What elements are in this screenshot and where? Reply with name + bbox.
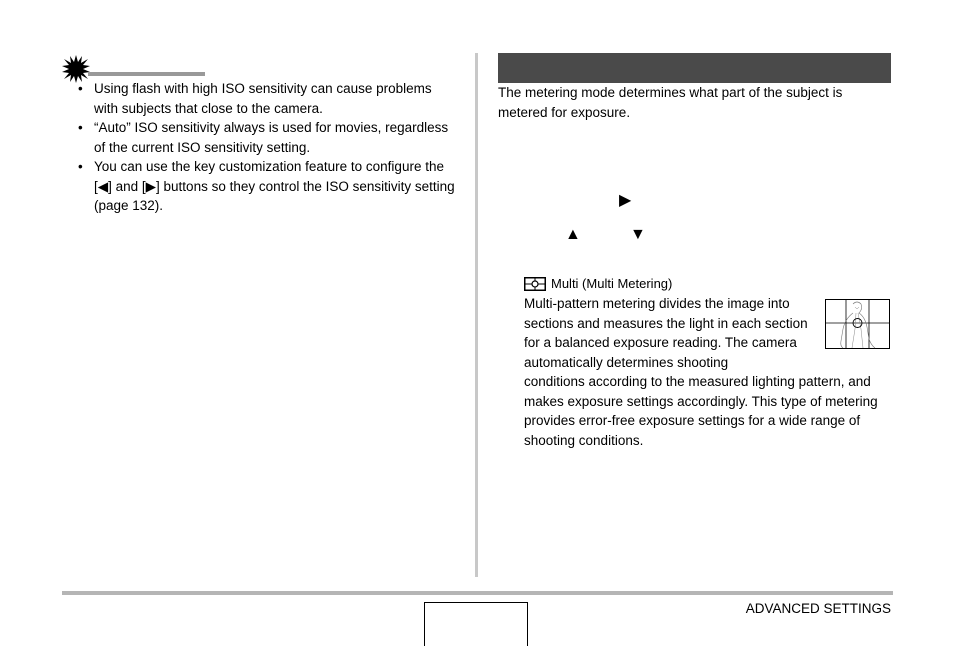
multi-metering-icon <box>524 277 546 291</box>
column-divider <box>475 53 478 577</box>
note-bullet-2: • “Auto” ISO sensitivity always is used for movies, regardless of the current ISO sensitivity setting. <box>78 118 458 157</box>
arrow-up-icon: ▲ <box>565 226 581 243</box>
arrow-right-icon: ▶ <box>619 192 632 209</box>
footer-section-label: ADVANCED SETTINGS <box>745 601 891 616</box>
multi-metering-description-tail: conditions according to the measured lighting pattern, and makes exposure settings accordingly. This type of metering provides error-free exposure settings for a wide range of shooting conditions. <box>524 374 878 448</box>
footer-rule <box>62 591 893 595</box>
multi-metering-title: Multi (Multi Metering) <box>551 276 673 291</box>
note-rule <box>88 72 205 76</box>
section-heading-bar <box>498 53 891 83</box>
metering-example-illustration <box>825 299 890 349</box>
multi-metering-description-head: Multi-pattern metering divides the image into sections and measures the light in each section for a balanced exposure reading. The camera automatically determines shooting <box>524 296 808 370</box>
note-bullet-1: • Using flash with high ISO sensitivity can cause problems with subjects that close to the camera. <box>78 79 458 118</box>
page-number-box <box>424 602 528 646</box>
note-bullet-list <box>78 79 458 216</box>
section-intro: The metering mode determines what part of the subject is metered for exposure. <box>498 85 843 120</box>
note-bullet-3: • You can use the key customization feature to configure the [◀] and [▶] buttons so they control the ISO sensitivity setting (page 132). <box>78 157 458 216</box>
arrow-down-icon: ▼ <box>630 226 646 243</box>
